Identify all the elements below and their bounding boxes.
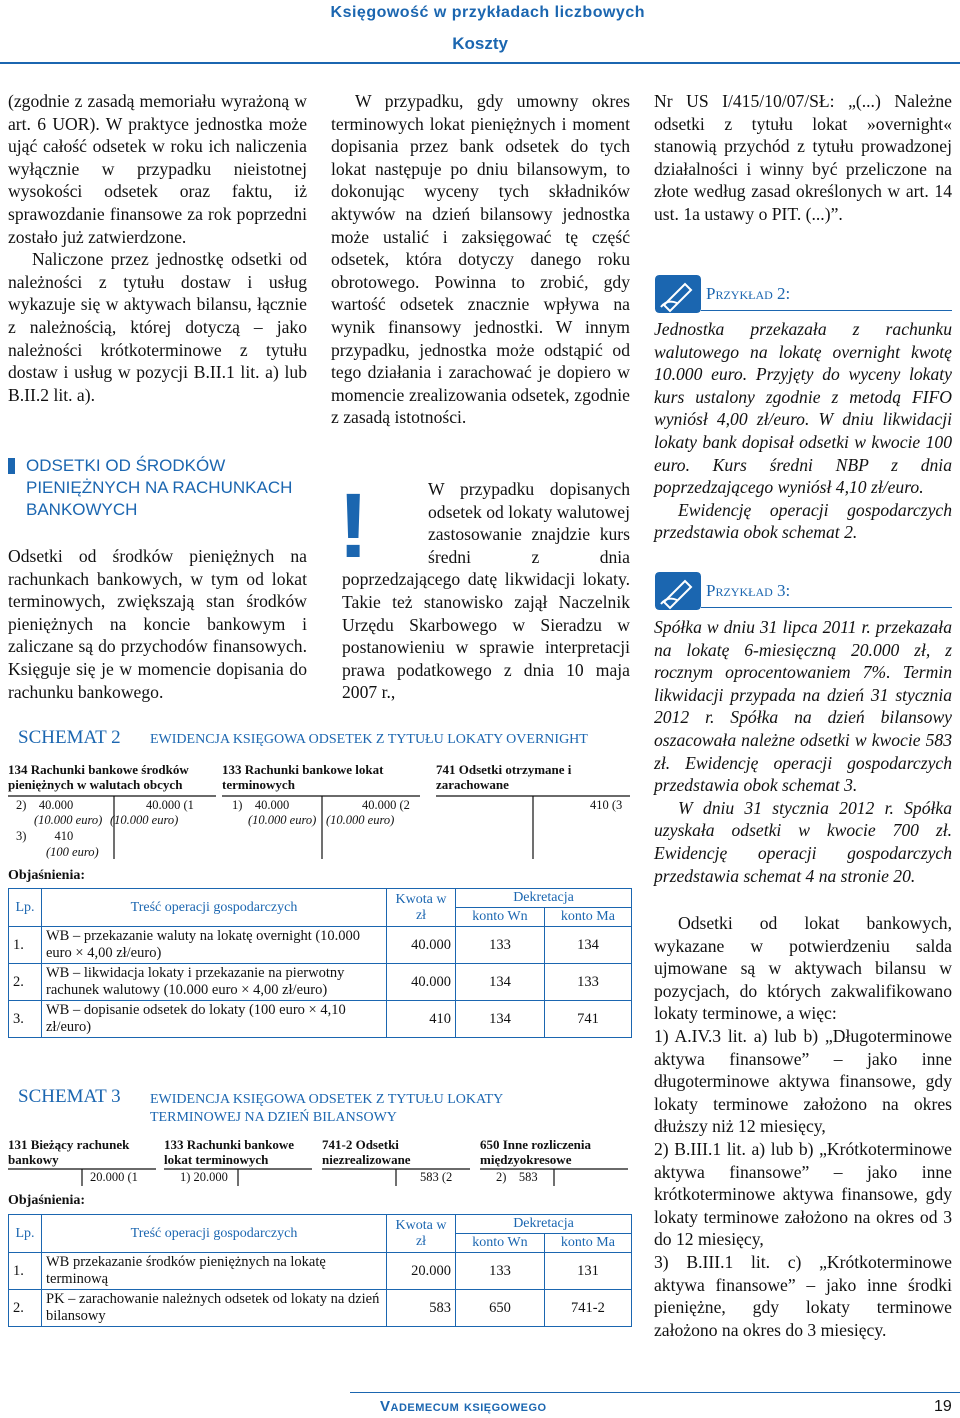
header-rule: [0, 62, 960, 64]
row-credit: 741-2: [544, 1290, 631, 1327]
example-2-title: Przykład 2:: [706, 284, 791, 303]
account-741-name: 741 Odsetki otrzymane i zarachowane: [436, 762, 572, 792]
list-item: 3) B.III.1 lit. c) „Krótkoterminowe aktywa finansowe” – jako inne środki pieniężne, gdy lokaty terminowe założono na okres do 3 miesięcy.: [654, 1251, 952, 1340]
pencil-icon: [655, 275, 701, 313]
section-heading: ODSETKI OD ŚRODKÓW PIENIĘŻNYCH NA RACHUNKACH BANKOWYCH: [26, 456, 293, 519]
col1-paragraph-2: Naliczone przez jednostkę odsetki od należności z tytułu dostaw i usług wykazuje się w aktywach bilansu, łącznie z należnością, której dotyczą – jako należności krótkoterminowe z tytułu dostaw i usług w pozycji B.II.1 lit. a) lub B.II.2 lit. a).: [8, 249, 307, 405]
example-2-rule: [701, 310, 952, 311]
section-marker: [8, 458, 15, 474]
description-header: Treść operacji gospodarczych: [42, 889, 387, 927]
col1-paragraph-1: (zgodnie z zasadą memoriału wyrażoną w art. 6 UOR). W praktyce jednostka może ująć całość odsetek w roku ich naliczenia wyłącznie w przypadku nieistotnej wysokości odsetek oraz faktu, iż sprawozdanie finansowe za rok poprzedni zostało już zatwierdzone.: [8, 91, 307, 247]
row-credit: 741: [544, 1001, 631, 1038]
row-description: WB – dopisanie odsetek do lokaty (100 euro × 4,10 zł/euro): [42, 1001, 387, 1038]
account-133-name: 133 Rachunki bankowe lokat terminowych: [222, 762, 384, 792]
amount-header: Kwota w zł: [387, 889, 456, 927]
col2-note: [342, 478, 630, 704]
t-account-entry: (10.000 euro): [34, 813, 103, 827]
example-3-paragraph-2: W dniu 31 stycznia 2012 r. Spółka uzyskała odsetki w kwocie 700 zł. Ewidencję operacji gospodarczych przedstawia schemat 4 na stronie 20.: [654, 797, 952, 886]
schema-3-label: SCHEMAT 3: [18, 1086, 121, 1107]
account-133-name: 133 Rachunki bankowe lokat terminowych: [164, 1137, 295, 1167]
row-lp: 1.: [9, 927, 42, 964]
page-number: 19: [934, 1398, 952, 1415]
explanations-label: Objaśnienia:: [8, 1193, 86, 1208]
col1-paragraph-3: Odsetki od środków pieniężnych na rachunkach bankowych, w tym od lokat terminowych, zwiększają stan środków pieniężnych na koncie bankowym i zaliczane są do przychodów finansowych. Księguje się je w momencie dopisania do rachunku bankowego.: [8, 546, 307, 702]
credit-header: konto Ma: [544, 908, 631, 927]
dekretacja-header: Dekretacja: [456, 1215, 632, 1234]
schema-2-title: EWIDENCJA KSIĘGOWA ODSETEK Z TYTUŁU LOKATY OVERNIGHT: [150, 732, 588, 747]
t-account-entry: 40.000 (2: [362, 798, 410, 812]
schema-3-table: [8, 1214, 632, 1327]
table-row: [9, 1001, 632, 1038]
footer-rule: [350, 1392, 960, 1393]
dekretacja-header: Dekretacja: [456, 889, 632, 908]
example-3-rule: [701, 607, 952, 608]
table-row: [9, 964, 632, 1001]
row-credit: 131: [544, 1253, 631, 1290]
example-3-paragraph-1: Spółka w dniu 31 lipca 2011 r. przekazała na lokatę 6-miesięczną 20.000 zł, z rocznym oprocentowaniem 7%. Termin likwidacji przypada na dzień 31 stycznia 2012 r. Spółka na dzień bilansowy oszacowała należne odsetki w kwocie 583 zł. Ewidencję operacji gospodarczych przedstawia obok schemat 3.: [654, 617, 952, 796]
row-amount: 583: [387, 1290, 456, 1327]
amount-header: Kwota w zł: [387, 1215, 456, 1253]
t-account-entry: (100 euro): [46, 845, 99, 859]
lp-header: Lp.: [9, 889, 42, 927]
description-header: Treść operacji gospodarczych: [42, 1215, 387, 1253]
account-741-2-name: 741-2 Odsetki niezrealizowane: [322, 1137, 411, 1167]
col2-note-text: W przypadku dopisanych odsetek od lokaty walutowej zastosowanie znajdzie kurs średni z dnia poprzedzającego datę likwidacji lokaty. Takie też stanowisko zajął Naczelnik Urzędu Skarbowego w Sieradzu w postanowieniu w sprawie interpretacji prawa podatkowego z dnia 10 maja 2007 r.,: [342, 479, 630, 703]
row-description: PK – zarachowanie należnych odsetek od lokaty na dzień bilansowy: [42, 1290, 387, 1327]
footer-title: Vademecum księgowego: [380, 1398, 547, 1415]
row-lp: 2.: [9, 964, 42, 1001]
row-lp: 2.: [9, 1290, 42, 1327]
table-row: [9, 1253, 632, 1290]
example-2-paragraph-2: Ewidencję operacji gospodarczych przedstawia obok schemat 2.: [654, 499, 952, 543]
t-account-entry: (10.000 euro): [248, 813, 317, 827]
col3-paragraph-1: Nr US I/415/10/07/SŁ: „(...) Należne odsetki z tytułu lokat »overnight« stanowią przychód z tytułu prowadzonej działalności i winny być przeliczone na złote według zasad określonych w art. 14 ust. 1a ustawy o PIT. (...)”.: [654, 91, 952, 224]
col2-paragraph-1: W przypadku, gdy umowny okres terminowych lokat pieniężnych i moment dopisania przez bank odsetek do tych lokat następuje po dniu bilansowym, to dokonując wyceny tych składników aktywów na dzień bilansowy jednostka może ustalić i zaksięgować tę część odsetek, która dotyczy danego roku obrotowego. Powinna to zrobić, gdy wartość odsetek znacznie wpływa na wynik finansowy jednostki. W innym przypadku, jednostka może odstąpić od tego działania i zarachować je dopiero w momencie zrealizowania odsetek, zgodnie z zasadą istotności.: [331, 91, 630, 428]
t-account-entry: 20.000 (1: [90, 1170, 138, 1184]
col3-paragraph-2-text: Odsetki od lokat bankowych, wykazane w potwierdzeniu salda ujmowane są w aktywach bilansu w pozycjach, do których zakwalifikowano lokaty terminowe, a więc:: [654, 913, 952, 1024]
schema-2-table: [8, 888, 632, 1038]
row-amount: 410: [387, 1001, 456, 1038]
section-title: Koszty: [452, 34, 508, 53]
t-account-entry: 2) 583: [496, 1170, 538, 1184]
lp-header: Lp.: [9, 1215, 42, 1253]
row-debit: 133: [456, 1253, 545, 1290]
pencil-icon: [655, 572, 701, 610]
t-account-entry: 1) 20.000: [180, 1170, 228, 1184]
list-item: 1) A.IV.3 lit. a) lub b) „Długoterminowe aktywa finansowe” – jako inne długoterminowe aktywa finansowe, gdy lokaty terminowe założono na okres dłuższy niż 12 miesięcy,: [654, 1025, 952, 1137]
debit-header: konto Wn: [456, 908, 545, 927]
list-item: 2) B.III.1 lit. a) lub b) „Krótkoterminowe aktywa finansowe” – jako inne krótkoterminowe aktywa finansowe, gdy lokaty terminowe założono na okres od 3 do 12 miesięcy,: [654, 1138, 952, 1250]
table-row: [9, 927, 632, 964]
table-row: [9, 1290, 632, 1327]
row-description: WB – przekazanie waluty na lokatę overnight (10.000 euro × 4,00 zł/euro): [42, 927, 387, 964]
column-1: [8, 90, 307, 406]
account-131-name: 131 Bieżący rachunek bankowy: [8, 1137, 130, 1167]
t-account-entry: (10.000 euro): [110, 813, 179, 827]
schema-2-label: SCHEMAT 2: [18, 727, 121, 748]
account-134-name: 134 Rachunki bankowe środków pieniężnych w walutach obcych: [8, 762, 189, 792]
row-amount: 40.000: [387, 964, 456, 1001]
row-debit: 133: [456, 927, 545, 964]
t-account-entry: 583 (2: [420, 1170, 453, 1184]
row-lp: 1.: [9, 1253, 42, 1290]
account-650-name: 650 Inne rozliczenia międzyokresowe: [480, 1137, 591, 1167]
t-account-entry: 2) 40.000: [16, 798, 74, 812]
row-credit: 133: [544, 964, 631, 1001]
row-description: WB przekazanie środków pieniężnych na lokatę terminową: [42, 1253, 387, 1290]
schema-3-title: EWIDENCJA KSIĘGOWA ODSETEK Z TYTUŁU LOKATY TERMINOWEJ NA DZIEŃ BILANSOWY: [150, 1092, 503, 1125]
row-credit: 134: [544, 927, 631, 964]
t-account-entry: (10.000 euro): [326, 813, 395, 827]
debit-header: konto Wn: [456, 1234, 545, 1253]
example-3-title: Przykład 3:: [706, 581, 791, 600]
example-3-text: [654, 616, 952, 887]
row-lp: 3.: [9, 1001, 42, 1038]
row-amount: 20.000: [387, 1253, 456, 1290]
explanations-label: Objaśnienia:: [8, 868, 86, 883]
credit-header: konto Ma: [544, 1234, 631, 1253]
example-2-text: [654, 318, 952, 544]
exclamation-icon: !: [338, 475, 369, 577]
row-debit: 134: [456, 1001, 545, 1038]
row-amount: 40.000: [387, 927, 456, 964]
t-account-entry: 410 (3: [590, 798, 623, 812]
col3-paragraph-2: [654, 912, 952, 1341]
row-description: WB – likwidacja lokaty i przekazanie na pierwotny rachunek walutowy (10.000 euro × 4,00 zł/euro): [42, 964, 387, 1001]
running-title: Księgowość w przykładach liczbowych: [330, 4, 645, 21]
t-account-entry: 1) 40.000: [232, 798, 290, 812]
t-account-entry: 3) 410: [16, 829, 74, 843]
t-account-entry: 40.000 (1: [146, 798, 194, 812]
row-debit: 134: [456, 964, 545, 1001]
example-2-paragraph-1: Jednostka przekazała z rachunku walutowego na lokatę overnight kwotę 10.000 euro. Przyjęty do wyceny lokaty kurs ustalony zgodnie z metodą FIFO wyniósł 4,00 zł/euro. W dniu likwidacji lokaty bank dopisał odsetki w kwocie 100 euro. Kurs średni NBP z dnia poprzedzającego wyniósł 4,10 zł/euro.: [654, 319, 952, 498]
row-debit: 650: [456, 1290, 545, 1327]
